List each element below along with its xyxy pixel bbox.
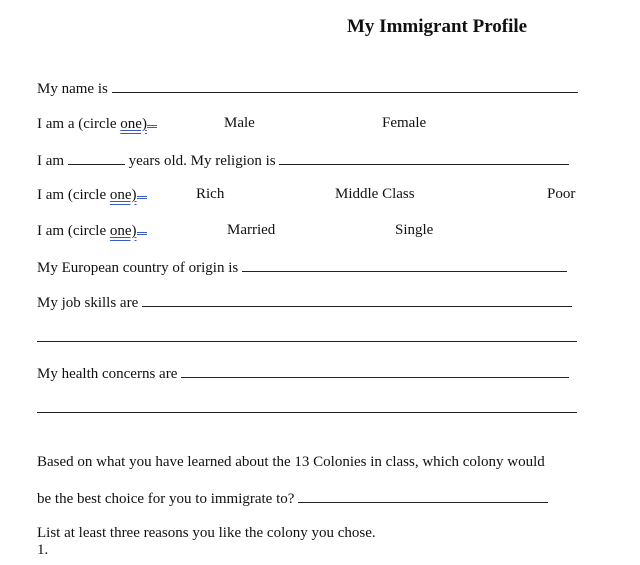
question-line-2-text: be the best choice for you to immigrate to? <box>37 491 295 507</box>
country-blank[interactable] <box>242 257 567 272</box>
skills-label: My job skills are <box>37 295 139 311</box>
question-line-1: Based on what you have learned about the 13 Colonies in class, which colony would <box>37 454 545 470</box>
health-row <box>37 363 569 383</box>
option-single[interactable]: Single <box>395 222 434 238</box>
health-label: My health concerns are <box>37 366 178 382</box>
reason-item-1: 1. <box>37 542 49 558</box>
option-female[interactable]: Female <box>382 115 427 131</box>
option-poor[interactable]: Poor <box>547 186 576 202</box>
name-blank[interactable] <box>112 78 578 93</box>
option-male[interactable]: Male <box>224 115 255 131</box>
age-label-start: I am <box>37 153 65 169</box>
gender-row <box>37 114 157 133</box>
page-title: My Immigrant Profile <box>347 16 528 37</box>
skills-extra-line[interactable] <box>37 341 577 342</box>
gender-circle-word: one) <box>120 116 147 132</box>
age-blank[interactable] <box>68 150 125 165</box>
marital-underline-tail <box>137 221 147 235</box>
wealth-row <box>37 185 147 204</box>
question-line-2 <box>37 488 548 508</box>
colony-blank[interactable] <box>298 488 548 503</box>
marital-row <box>37 221 147 240</box>
skills-row <box>37 292 572 312</box>
age-label-mid: years old. My religion is <box>128 153 276 169</box>
wealth-prefix: I am (circle <box>37 187 110 203</box>
option-middle-class[interactable]: Middle Class <box>335 186 415 202</box>
health-blank[interactable] <box>181 363 569 378</box>
marital-prefix: I am (circle <box>37 223 110 239</box>
gender-underline-tail <box>147 114 157 128</box>
age-religion-row <box>37 150 569 170</box>
skills-blank[interactable] <box>142 292 572 307</box>
reasons-prompt: List at least three reasons you like the colony you chose. <box>37 525 376 541</box>
wealth-underline-tail <box>137 185 147 199</box>
country-label: My European country of origin is <box>37 260 239 276</box>
name-row <box>37 78 578 98</box>
wealth-circle-word: one) <box>109 187 137 203</box>
religion-blank[interactable] <box>279 150 569 165</box>
option-married[interactable]: Married <box>227 222 276 238</box>
health-extra-line[interactable] <box>37 412 577 413</box>
name-label: My name is <box>37 81 108 97</box>
marital-circle-word: one) <box>109 223 137 239</box>
option-rich[interactable]: Rich <box>196 186 225 202</box>
country-row <box>37 257 567 277</box>
gender-prefix: I am a (circle <box>37 116 121 132</box>
